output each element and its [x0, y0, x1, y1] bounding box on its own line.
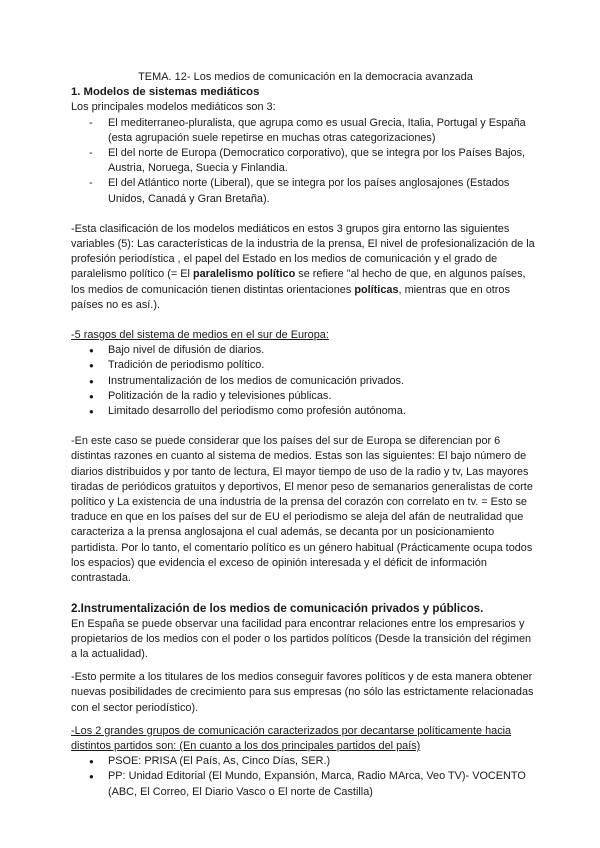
trait-item: ● Limitado desarrollo del periodismo como profesión autónoma. — [71, 404, 540, 419]
trait-item: ● Instrumentalización de los medios de comunicación privados. — [71, 374, 540, 389]
classification-text-2: se refiere "al hecho de que, en algunos países, los medios de comunicación tienen distintas orientaciones — [71, 268, 526, 296]
document-title: TEMA. 12- Los medios de comunicación en la democracia avanzada — [138, 71, 473, 83]
model-item: - El del norte de Europa (Democratico corporativo), que se integra por los Países Bajos, Austria, Noruega, Suecia y Finlandia. — [71, 146, 540, 176]
groups-heading: -Los 2 grandes grupos de comunicación caracterizados por decantarse políticamente hacia distintos partidos son: (En cuanto a los dos principales partidos del país) — [71, 724, 512, 752]
model-item: - El del Atlántico norte (Liberal), que se integra por los países anglosajones (Estados Unidos, Canadá y Gran Bretaña). — [71, 176, 540, 206]
classification-bold-1: paralelismo político — [192, 268, 296, 281]
trait-item: ● Bajo nivel de difusión de diarios. — [71, 343, 540, 358]
trait-item: ● Politización de la radio y televisiones públicas. — [71, 389, 540, 404]
groups-list — [71, 754, 540, 800]
models-list — [71, 116, 540, 207]
classification-text-1: -Esta clasificación de los modelos mediáticos en estos 3 grupos gira entorno las siguientes variables (5): Las características de la industria de la prensa, El nivel de profesionalización de la profesión periodística , el papel del Estado en los medios de comunicación y el grado de paralelismo político (= El — [71, 222, 535, 281]
favors-paragraph: -Esto permite a los titulares de los medios conseguir favores políticos y de esta manera obtener nuevas posibilidades de crecimiento para sus empresas (no sólo las estrictamente relacionadas con el sector periodístico). — [71, 671, 534, 714]
classification-bold-2: políticas — [354, 283, 399, 296]
trait-item: ● Tradición de periodismo político. — [71, 358, 540, 373]
traits-list — [71, 343, 540, 419]
section-2-heading: 2.Instrumentalización de los medios de comunicación privados y públicos. — [71, 602, 484, 616]
group-item: ● PP: Unidad Editorial (El Mundo, Expansión, Marca, Radio MArca, Veo TV)- VOCENTO (ABC, El Correo, El Diario Vasco o El norte de Castilla) — [71, 769, 540, 799]
south-europe-paragraph: -En este caso se puede considerar que los países del sur de Europa se diferencian por 6 distintas razones en cuanto al sistema de medios. Estas son las siguientes: El bajo número de diarios distribuidos y por tanto de lectura, El mayor tiempo de uso de la radio y tv, Las mayores tiradas de periódicos gratuitos y deportivos, El menor peso de semanarios generalistas de corte político y La existencia de una industria de la prensa del corazón con correlato en tv. = Esto se traduce en que en los países del sur de EU el periodismo se aleja del afán de neutralidad que caracteriza a la prensa anglosajona el cual además, se decanta por un posicionamiento partidista. Por lo tanto, el comentario político es un género habitual (Prácticamente ocupa todos los espacios) que evidencia el exceso de opinión interesada y el déficit de información contrastada. — [71, 435, 533, 585]
traits-heading: -5 rasgos del sistema de medios en el sur de Europa: — [71, 329, 329, 342]
classification-paragraph — [71, 222, 540, 313]
classification-text-3: , mientras que en otros países no es así.). — [71, 283, 510, 311]
model-item: - El mediterraneo-pluralista, que agrupa como es usual Grecia, Italia, Portugal y España (esta agrupación suele repetirse en muchas otras categorizaciones) — [71, 116, 540, 146]
spain-paragraph: En España se puede observar una facilidad para encontrar relaciones entre los empresarios y propietarios de los medios con el poder o los partidos políticos (Desde la transición del régimen a la actualidad). — [71, 617, 532, 660]
section-1-heading: 1. Modelos de sistemas mediáticos — [71, 86, 260, 99]
models-intro: Los principales modelos mediáticos son 3: — [71, 101, 276, 114]
group-item: ● PSOE: PRISA (El País, As, Cinco Días, SER.) — [71, 754, 540, 769]
